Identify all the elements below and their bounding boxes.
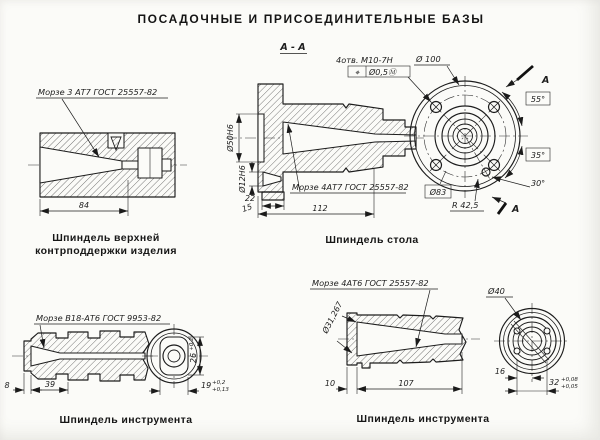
angle-30-text: 30°: [531, 179, 546, 188]
angle-35-text: 35°: [530, 151, 546, 160]
taper-designation-label: Морзе 3 АТ7 ГОСТ 25557-82: [38, 87, 158, 97]
radius-text: R 42,5: [452, 200, 479, 210]
dimension-10: [325, 367, 368, 394]
drawing-tool-spindle-morse4: [310, 278, 578, 425]
dim-text-d31: Ø31,267: [320, 300, 345, 335]
dim-text-d83: Ø83: [429, 188, 447, 197]
taper-designation-label: Морзе 4АТ7 ГОСТ 25557-82: [292, 182, 409, 192]
bolt-hole: [431, 160, 442, 171]
dim-text-d50: Ø50Н6: [226, 124, 235, 152]
bolt-hole: [431, 102, 442, 113]
dim-text-26: 26: [189, 352, 198, 364]
rear-bore-step: [162, 159, 171, 171]
section-letter-bottom: А: [512, 204, 520, 215]
dim-text-19: 19: [201, 381, 212, 390]
bolt-hole: [489, 102, 500, 113]
page-title: ПОСАДОЧНЫЕ И ПРИСОЕДИНИТЕЛЬНЫЕ БАЗЫ: [137, 12, 485, 26]
dim-text-84: 84: [78, 201, 90, 210]
b18-end-view: [142, 324, 229, 395]
angle-55-arc: [502, 92, 522, 126]
dim-text-15: 15: [240, 202, 254, 214]
fcf-value: Ø0,5Ⓜ: [369, 68, 397, 77]
tang-slot: [160, 337, 188, 375]
dim-text-d12: Ø12Н6: [238, 165, 247, 193]
bolt-hole: [489, 160, 500, 171]
lower-boss: [262, 192, 284, 200]
d40-leader: [505, 298, 521, 320]
taper-designation-label: Морзе 4АТ6 ГОСТ 25557-82: [312, 278, 429, 288]
morse4-end-view: [486, 286, 578, 395]
dim-text-19-tol-lower: +0,13: [212, 387, 229, 393]
drive-lug: [544, 328, 550, 334]
drawing-table-spindle-end-view: [404, 54, 550, 215]
drive-lug: [544, 348, 550, 354]
holes-label: 4отв. М10-7Н: [336, 55, 393, 65]
dim-text-22: 22: [244, 194, 256, 203]
dim-text-10: 10: [324, 379, 336, 388]
dim-text-32-tol-upper: +0,08: [561, 377, 578, 383]
position-tolerance-icon: ⌖: [354, 68, 360, 77]
dim-text-19-tol-upper: +0,2: [212, 380, 226, 386]
drawing-tailstock-spindle: [28, 87, 187, 257]
caption: Шпиндель инструмента: [356, 413, 490, 425]
angle-55-text: 55°: [530, 95, 546, 104]
section-label: А - А: [280, 42, 306, 53]
bore-hole: [122, 161, 138, 169]
dim-text-16: 16: [494, 367, 506, 376]
section-letter-top: А: [542, 75, 550, 86]
caption-line2: контрподдержки изделия: [35, 245, 177, 257]
caption-line1: Шпиндель верхней: [52, 232, 160, 244]
section-mark-bottom: [492, 197, 519, 215]
flange-recess: [258, 114, 264, 162]
section-mark-top: [506, 66, 549, 87]
dim-text-32-tol-lower: +0,05: [561, 384, 578, 390]
drawing-tool-spindle-b18: [4, 313, 229, 426]
dimension-16: [495, 360, 544, 395]
drawing-table-spindle-section: [225, 42, 431, 246]
drive-lug: [514, 348, 520, 354]
dim-text-112: 112: [312, 204, 328, 213]
caption: Шпиндель стола: [325, 234, 419, 246]
angle-30-leader: [492, 177, 530, 187]
dim-text-26-tol: +0,2: [189, 337, 195, 351]
dimension-39: [31, 380, 68, 394]
dim-text-d100: Ø 100: [416, 54, 441, 64]
caption: Шпиндель инструмента: [59, 414, 193, 426]
taper-designation-label: Морзе В18-АТ6 ГОСТ 9953-82: [36, 313, 162, 323]
dim-text-32: 32: [549, 378, 560, 387]
dim-text-107: 107: [398, 379, 414, 388]
dim-text-8: 8: [4, 381, 10, 390]
holes-leader: [408, 77, 431, 102]
dim-text-d40: Ø40: [488, 286, 505, 296]
dim-text-39: 39: [44, 380, 56, 389]
dimension-32: [505, 360, 578, 395]
